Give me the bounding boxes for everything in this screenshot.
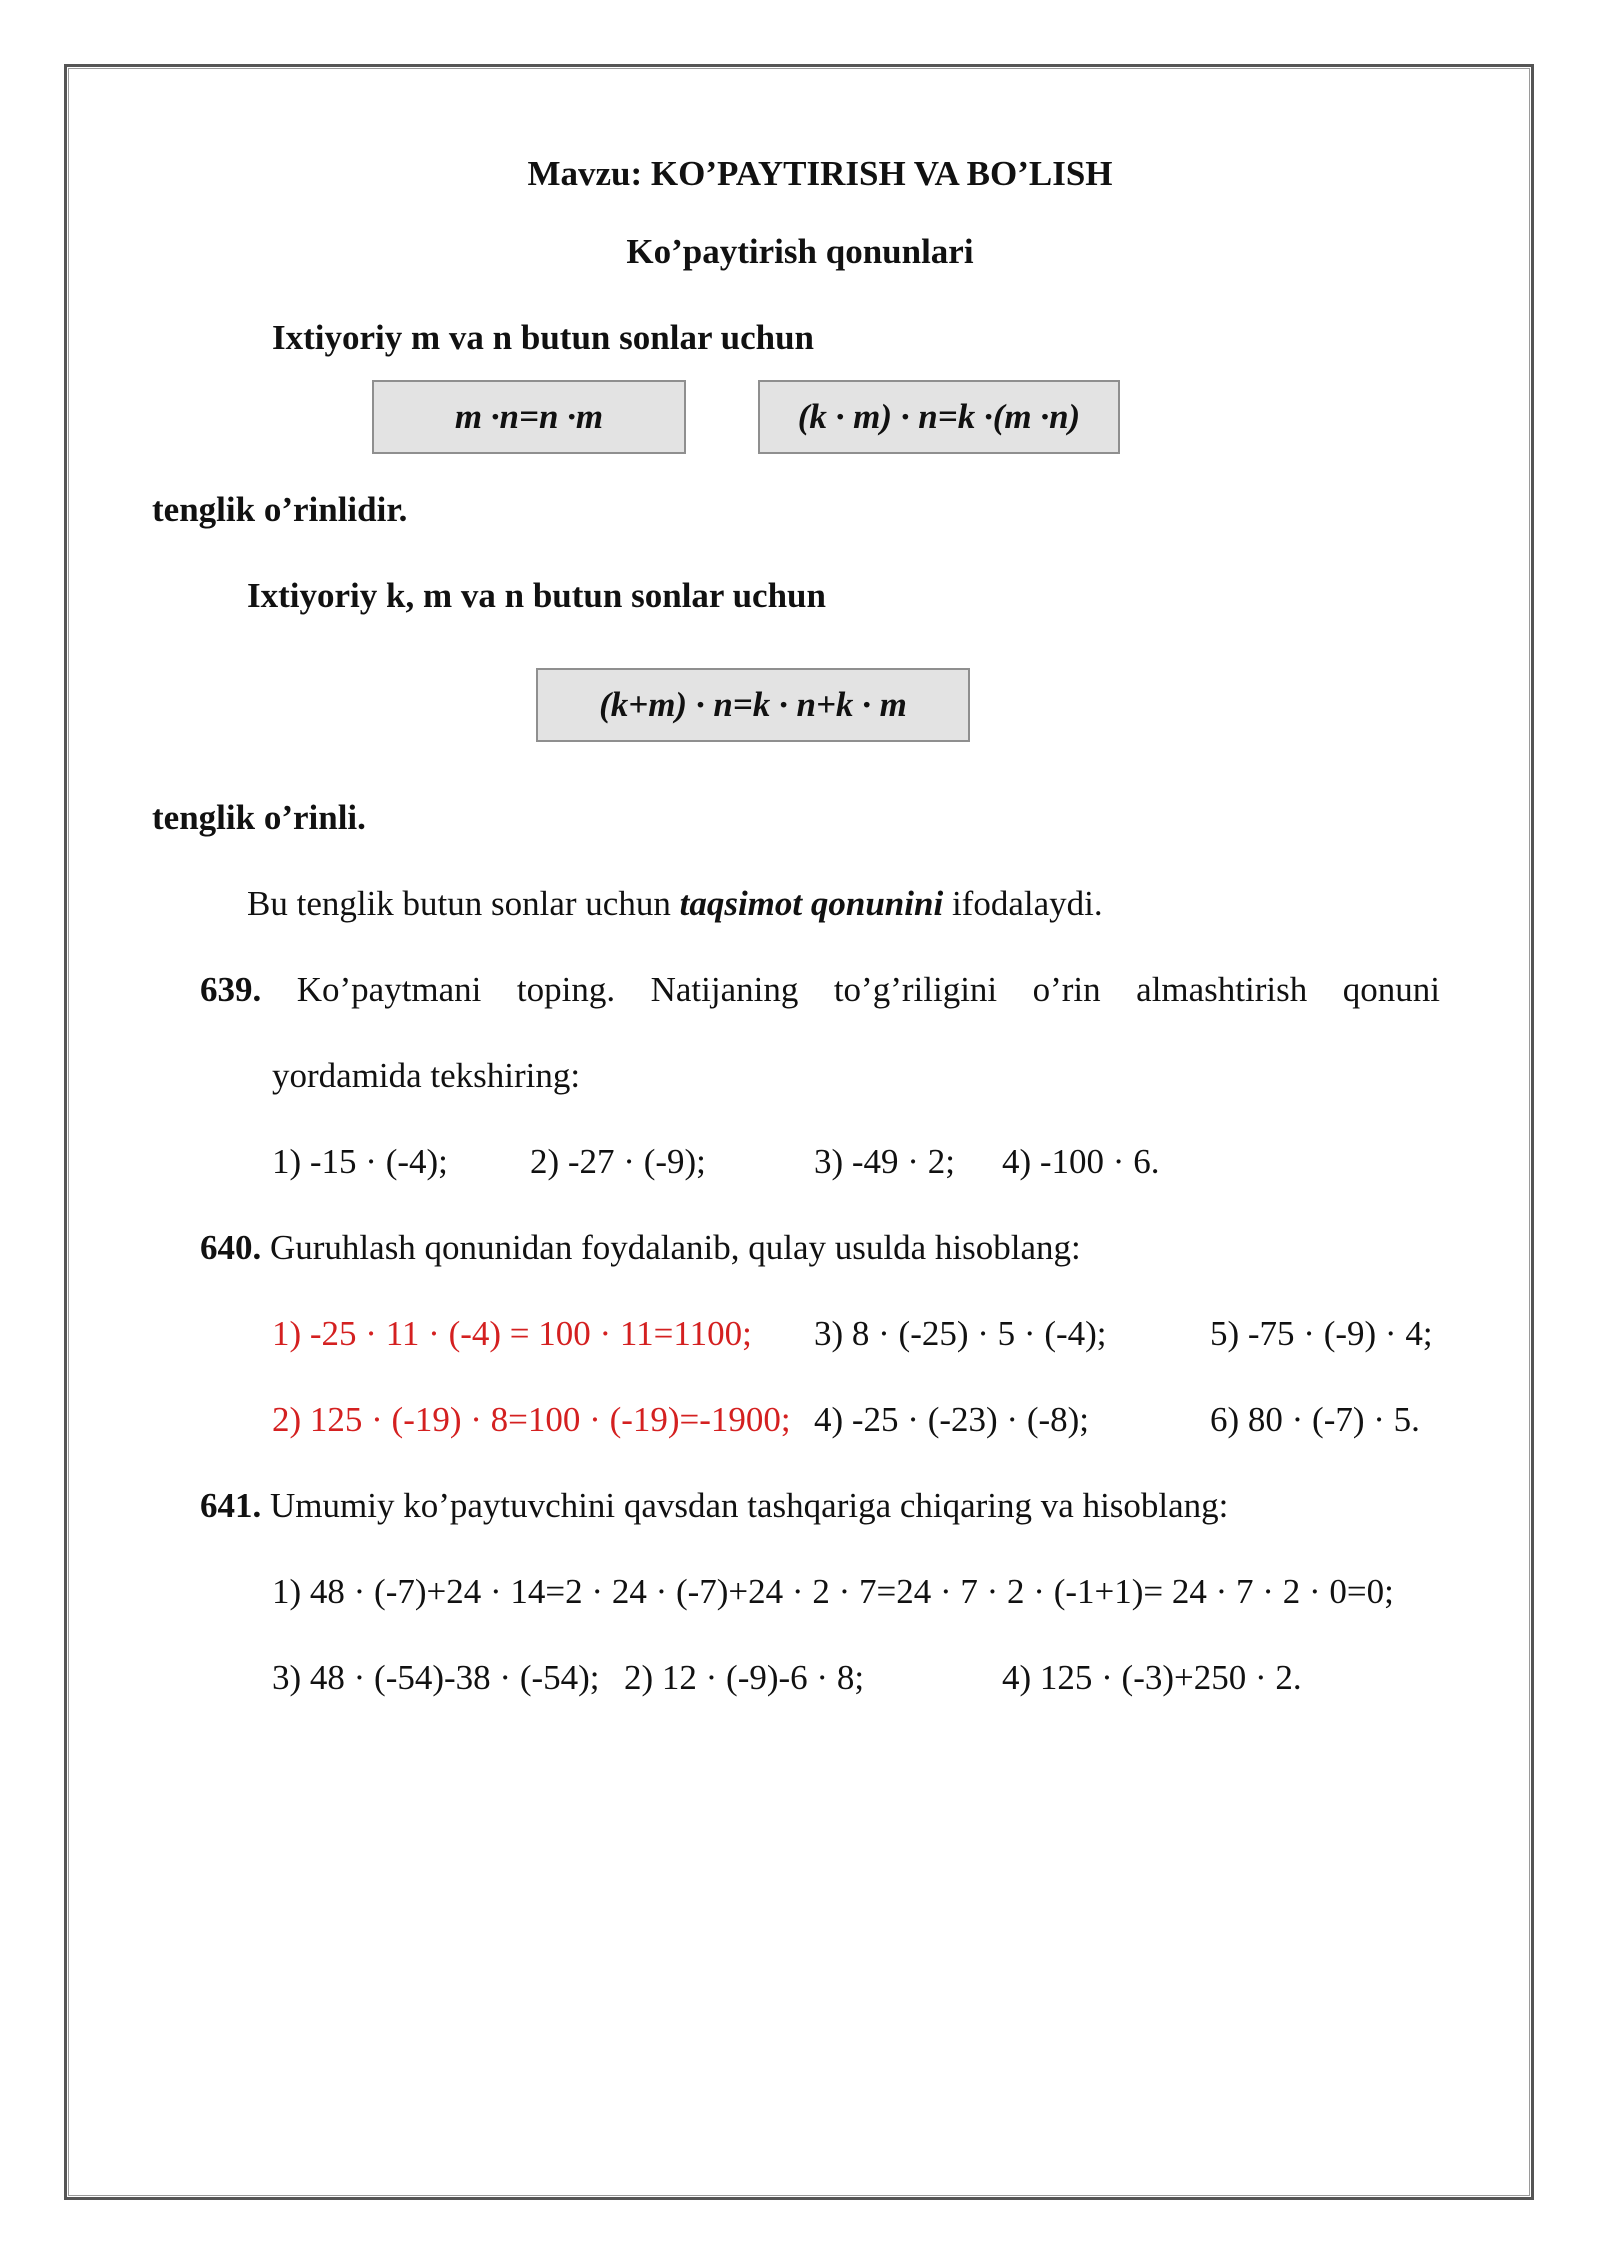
- problem-641-number: 641.: [200, 1486, 262, 1525]
- problem-641-item: 3) 48 · (-54)-38 · (-54);: [272, 1658, 600, 1697]
- problem-641-item: 2) 12 · (-9)-6 · 8;: [624, 1658, 865, 1697]
- intro-kmn: Ixtiyoriy k, m va n butun sonlar uchun: [247, 576, 826, 615]
- problem-640-number: 640.: [200, 1228, 262, 1267]
- problem-640-item: 5) -75 · (-9) · 4;: [1210, 1314, 1433, 1353]
- formula-commutative: m ·n=n ·m: [372, 380, 686, 454]
- problem-640-item-solved: 1) -25 · 11 · (-4) = 100 · 11=1100;: [272, 1314, 752, 1353]
- problem-641-text: Umumiy ko’paytuvchini qavsdan tashqariga chiqaring va hisoblang:: [261, 1486, 1229, 1525]
- problem-639-word: to’g’riligini: [833, 970, 998, 1009]
- conclusion-2: tenglik o’rinli.: [152, 798, 366, 837]
- distributive-sentence: [247, 882, 1103, 926]
- intro-mn: Ixtiyoriy m va n butun sonlar uchun: [272, 318, 815, 357]
- problem-639-word: almashtirish: [1136, 970, 1308, 1009]
- section-subtitle: Ko’paytirish qonunlari: [626, 232, 974, 271]
- problem-641-statement: [200, 1484, 1228, 1528]
- problem-639-item: 1) -15 · (-4);: [272, 1142, 448, 1181]
- problem-640-item: 6) 80 · (-7) · 5.: [1210, 1400, 1420, 1439]
- problem-639-word: toping.: [516, 970, 616, 1009]
- distributive-text-after: ifodalaydi.: [943, 884, 1103, 923]
- conclusion-1: tenglik o’rinlidir.: [152, 490, 408, 529]
- problem-641-item: 4) 125 · (-3)+250 · 2.: [1002, 1658, 1302, 1697]
- problem-639-word: Natijaning: [650, 970, 799, 1009]
- problem-640-statement: [200, 1226, 1081, 1270]
- problem-640-text: Guruhlash qonunidan foydalanib, qulay usulda hisoblang:: [261, 1228, 1081, 1267]
- distributive-term: taqsimot qonunini: [679, 884, 944, 923]
- problem-639-continuation: yordamida tekshiring:: [272, 1056, 581, 1095]
- formula-associative: (k · m) · n=k ·(m ·n): [758, 380, 1120, 454]
- problem-639-item: 4) -100 · 6.: [1002, 1142, 1160, 1181]
- problem-639-item: 3) -49 · 2;: [814, 1142, 955, 1181]
- problem-640-item: 4) -25 · (-23) · (-8);: [814, 1400, 1090, 1439]
- problem-639-item: 2) -27 · (-9);: [530, 1142, 706, 1181]
- problem-639-word: o’rin: [1032, 970, 1101, 1009]
- problem-640-item: 3) 8 · (-25) · 5 · (-4);: [814, 1314, 1107, 1353]
- problem-640-item-solved: 2) 125 · (-19) · 8=100 · (-19)=-1900;: [272, 1400, 791, 1439]
- page-title: Mavzu: KO’PAYTIRISH VA BO’LISH: [527, 154, 1113, 193]
- problem-639-word: Ko’paytmani: [296, 970, 482, 1009]
- problem-639-number: 639.: [200, 970, 262, 1009]
- problem-639-word: qonuni: [1342, 970, 1440, 1009]
- problem-641-item-solved: 1) 48 · (-7)+24 · 14=2 · 24 · (-7)+24 · 2 · 7=24 · 7 · 2 · (-1+1)= 24 · 7 · 2 · 0=0;: [272, 1572, 1394, 1611]
- distributive-text-before: Bu tenglik butun sonlar uchun: [247, 884, 680, 923]
- problem-639-statement: [200, 968, 1440, 1012]
- formula-distributive: (k+m) · n=k · n+k · m: [536, 668, 970, 742]
